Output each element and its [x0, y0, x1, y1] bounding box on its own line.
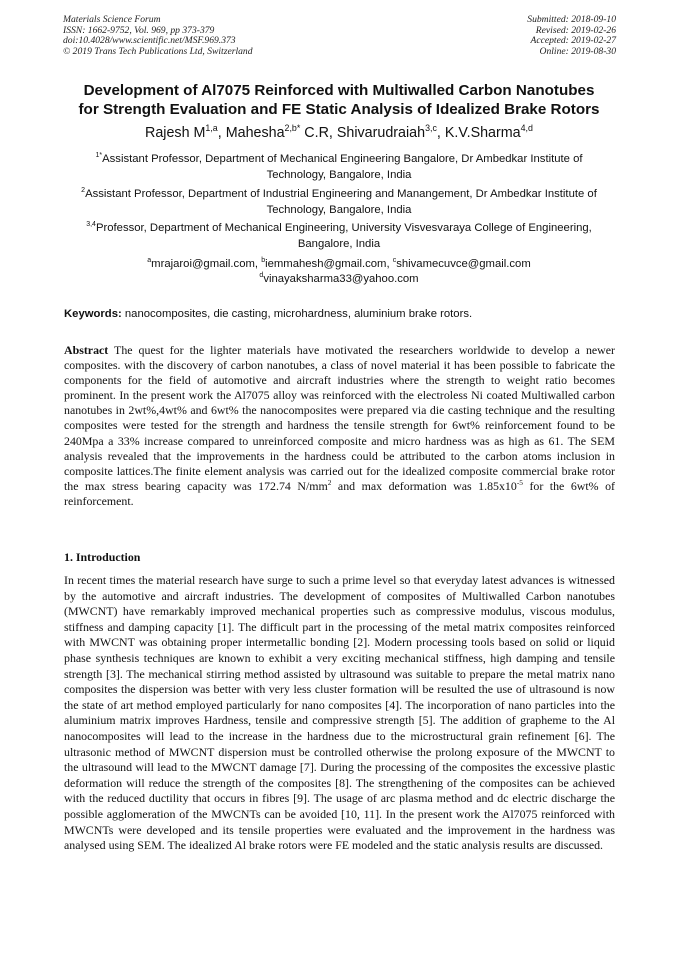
date-revised: Revised: 2019-02-26 — [535, 24, 616, 36]
keywords — [64, 307, 616, 322]
title-line-2: for Strength Evaluation and FE Static Analysis of Idealized Brake Rotors — [78, 101, 600, 118]
affiliation — [75, 220, 603, 252]
exponent-superscript: -5 — [516, 477, 523, 487]
author-superscript: 3,c — [425, 123, 437, 134]
date-accepted: Accepted: 2019-02-27 — [530, 35, 616, 47]
abstract-text: for the 6wt% of reinforcement. — [64, 478, 615, 508]
author-superscript: 2,b* — [284, 123, 301, 134]
abstract — [64, 343, 615, 509]
journal-info — [63, 15, 253, 57]
author-name: Rajesh M — [145, 125, 206, 141]
email-address: shivamecuvce@gmail.com — [396, 258, 531, 270]
keywords-text: nanocomposites, die casting, microhardness, aluminium brake rotors. — [121, 308, 473, 320]
affiliation-marker: 3,4 — [86, 221, 96, 229]
author-superscript: 4,d — [520, 123, 533, 134]
journal-name: Materials Science Forum — [63, 14, 161, 25]
introduction-paragraph: In recent times the material research have surge to such a prime level so that everyday latest advances is witnessed by the automotive and aircraft industries. The development of composites of Multiwalled Carbon nanotubes (MWCNT) have remarkably improved mechanical properties such as compressive modulus, viscous modulus, stiffness and damping capacity [1]. The difficult part in the processing of the metal matrix composites reinforced with MWCNT was obtaining proper intermetallic bonding [2]. Modern processing tools based on solid or liquid phase synthesis techniques are known to exhibit a very exciting mechanical stiffness, high damping and tensile strength [3]. The mechanical stirring method assisted by ultrasound was suitable to prepare the metal matrix nano composites the dispersion was better with very less cluster formation will be resulted the use of ultrasound is now the state of art method employed particularly for nano composites [4]. The incorporation of nano particles into the aluminium matrix improves Hardness, tensile and compressive strength [5]. The addition of grapheme to the Al nanocomposites will lead to the increase in the hardness due to the microstructural grain refinement [6]. The ultrasonic method of MWCNT dispersion must be controlled otherwise the prolong exposure of the MWCNT to the ultrasound will lead to the MWCNT damage [7]. During the processing of the composites the excessive plastic deformation will reduce the strength of the composites [8]. The strengthening of the composites can be achieved with the reduced ductility that occurs in fibres [9]. The usage of arc plasma method and dc electric discharge the possible agglomeration of the MWCNTs can be avoided [10, 11]. In the present work the Al7075 reinforced with MWCNTs were developed and its tensile properties were evaluated and the improvement in the hardness was analysed using SEM. The idealized Al brake rotors were FE modeled and the static analysis results are discussed. — [64, 573, 615, 853]
affiliation-marker: 1* — [95, 152, 103, 160]
date-online: Online: 2019-08-30 — [539, 45, 616, 57]
affiliation-marker: 2 — [81, 187, 86, 195]
keywords-label: Keywords: — [64, 308, 122, 320]
email-line — [75, 272, 603, 287]
section-heading-introduction: 1. Introduction — [64, 550, 141, 564]
publication-dates — [527, 15, 616, 57]
abstract-text: and max deformation was 1.85x10 — [331, 478, 517, 493]
author-name: K.V.Sharma — [444, 125, 521, 141]
author-name: C.R, Shivarudraiah — [304, 125, 426, 141]
email-marker: d — [259, 272, 264, 280]
journal-issn: ISSN: 1662-9752, Vol. 969, pp 373-379 — [63, 24, 215, 36]
copyright-line: © 2019 Trans Tech Publications Ltd, Switzerland — [63, 45, 253, 57]
paper-title — [40, 81, 638, 119]
affiliation-text: Assistant Professor, Department of Mechanical Engineering Bangalore, Dr Ambedkar Institute of Technology, Bangalore, India — [102, 153, 583, 181]
author-name: Mahesha — [225, 125, 285, 141]
affiliation — [75, 186, 603, 218]
author-list — [40, 124, 638, 142]
email-address: iemmahesh@gmail.com — [265, 258, 387, 270]
email-address: vinayaksharma33@yahoo.com — [263, 273, 419, 285]
journal-doi: doi:10.4028/www.scientific.net/MSF.969.373 — [63, 35, 236, 47]
email-marker: a — [147, 257, 152, 265]
affiliation-text: Professor, Department of Mechanical Engineering, University Visvesvaraya College of Engineering, Bangalore, India — [95, 222, 592, 250]
email-separator: , — [254, 258, 262, 270]
affiliation — [75, 151, 603, 183]
email-line — [75, 257, 603, 272]
email-marker: b — [261, 257, 266, 265]
author-superscript: 1,a — [205, 123, 218, 134]
author-separator: , — [217, 125, 226, 141]
email-address: mrajaroi@gmail.com — [151, 258, 255, 270]
unit-superscript: 2 — [327, 477, 332, 487]
abstract-text: The quest for the lighter materials have motivated the researchers worldwide to develop a newer composites. with the discovery of carbon nanotubes, a class of novel material it has been possible to fabricate the components for the field of automotive and aircraft industries where the strength to weight ratio becomes prominent. In the present work the Al7075 alloy was reinforced with the electroless Ni coated Multiwalled carbon nanotubes in 2wt%,4wt% and 6wt% the nanocomposites were prepared via die casting technique and the resulting composites were tested for the strength and hardness the tensile strength for 6wt% reinforcement found to be 240Mpa a 33% increase compared to unreinforced composite and micro hardness was as high as 61. The SEM analysis revealed that the improvements in the hardness could be attributed to the carbon atoms inclusion in composite lattices.The finite element analysis was carried out for the idealized composite commercial brake rotor the max stress bearing capacity was 172.74 N/mm — [64, 343, 615, 493]
abstract-label: Abstract — [64, 343, 109, 357]
date-submitted: Submitted: 2018-09-10 — [527, 14, 616, 25]
affiliation-text: Assistant Professor, Department of Industrial Engineering and Manangement, Dr Ambedkar Institute of Technology, Bangalore, India — [85, 188, 597, 216]
author-separator: , — [436, 125, 445, 141]
email-marker: c — [392, 257, 397, 265]
email-separator: , — [386, 258, 393, 270]
title-line-1: Development of Al7075 Reinforced with Multiwalled Carbon Nanotubes — [83, 82, 595, 99]
author-emails — [75, 257, 603, 287]
